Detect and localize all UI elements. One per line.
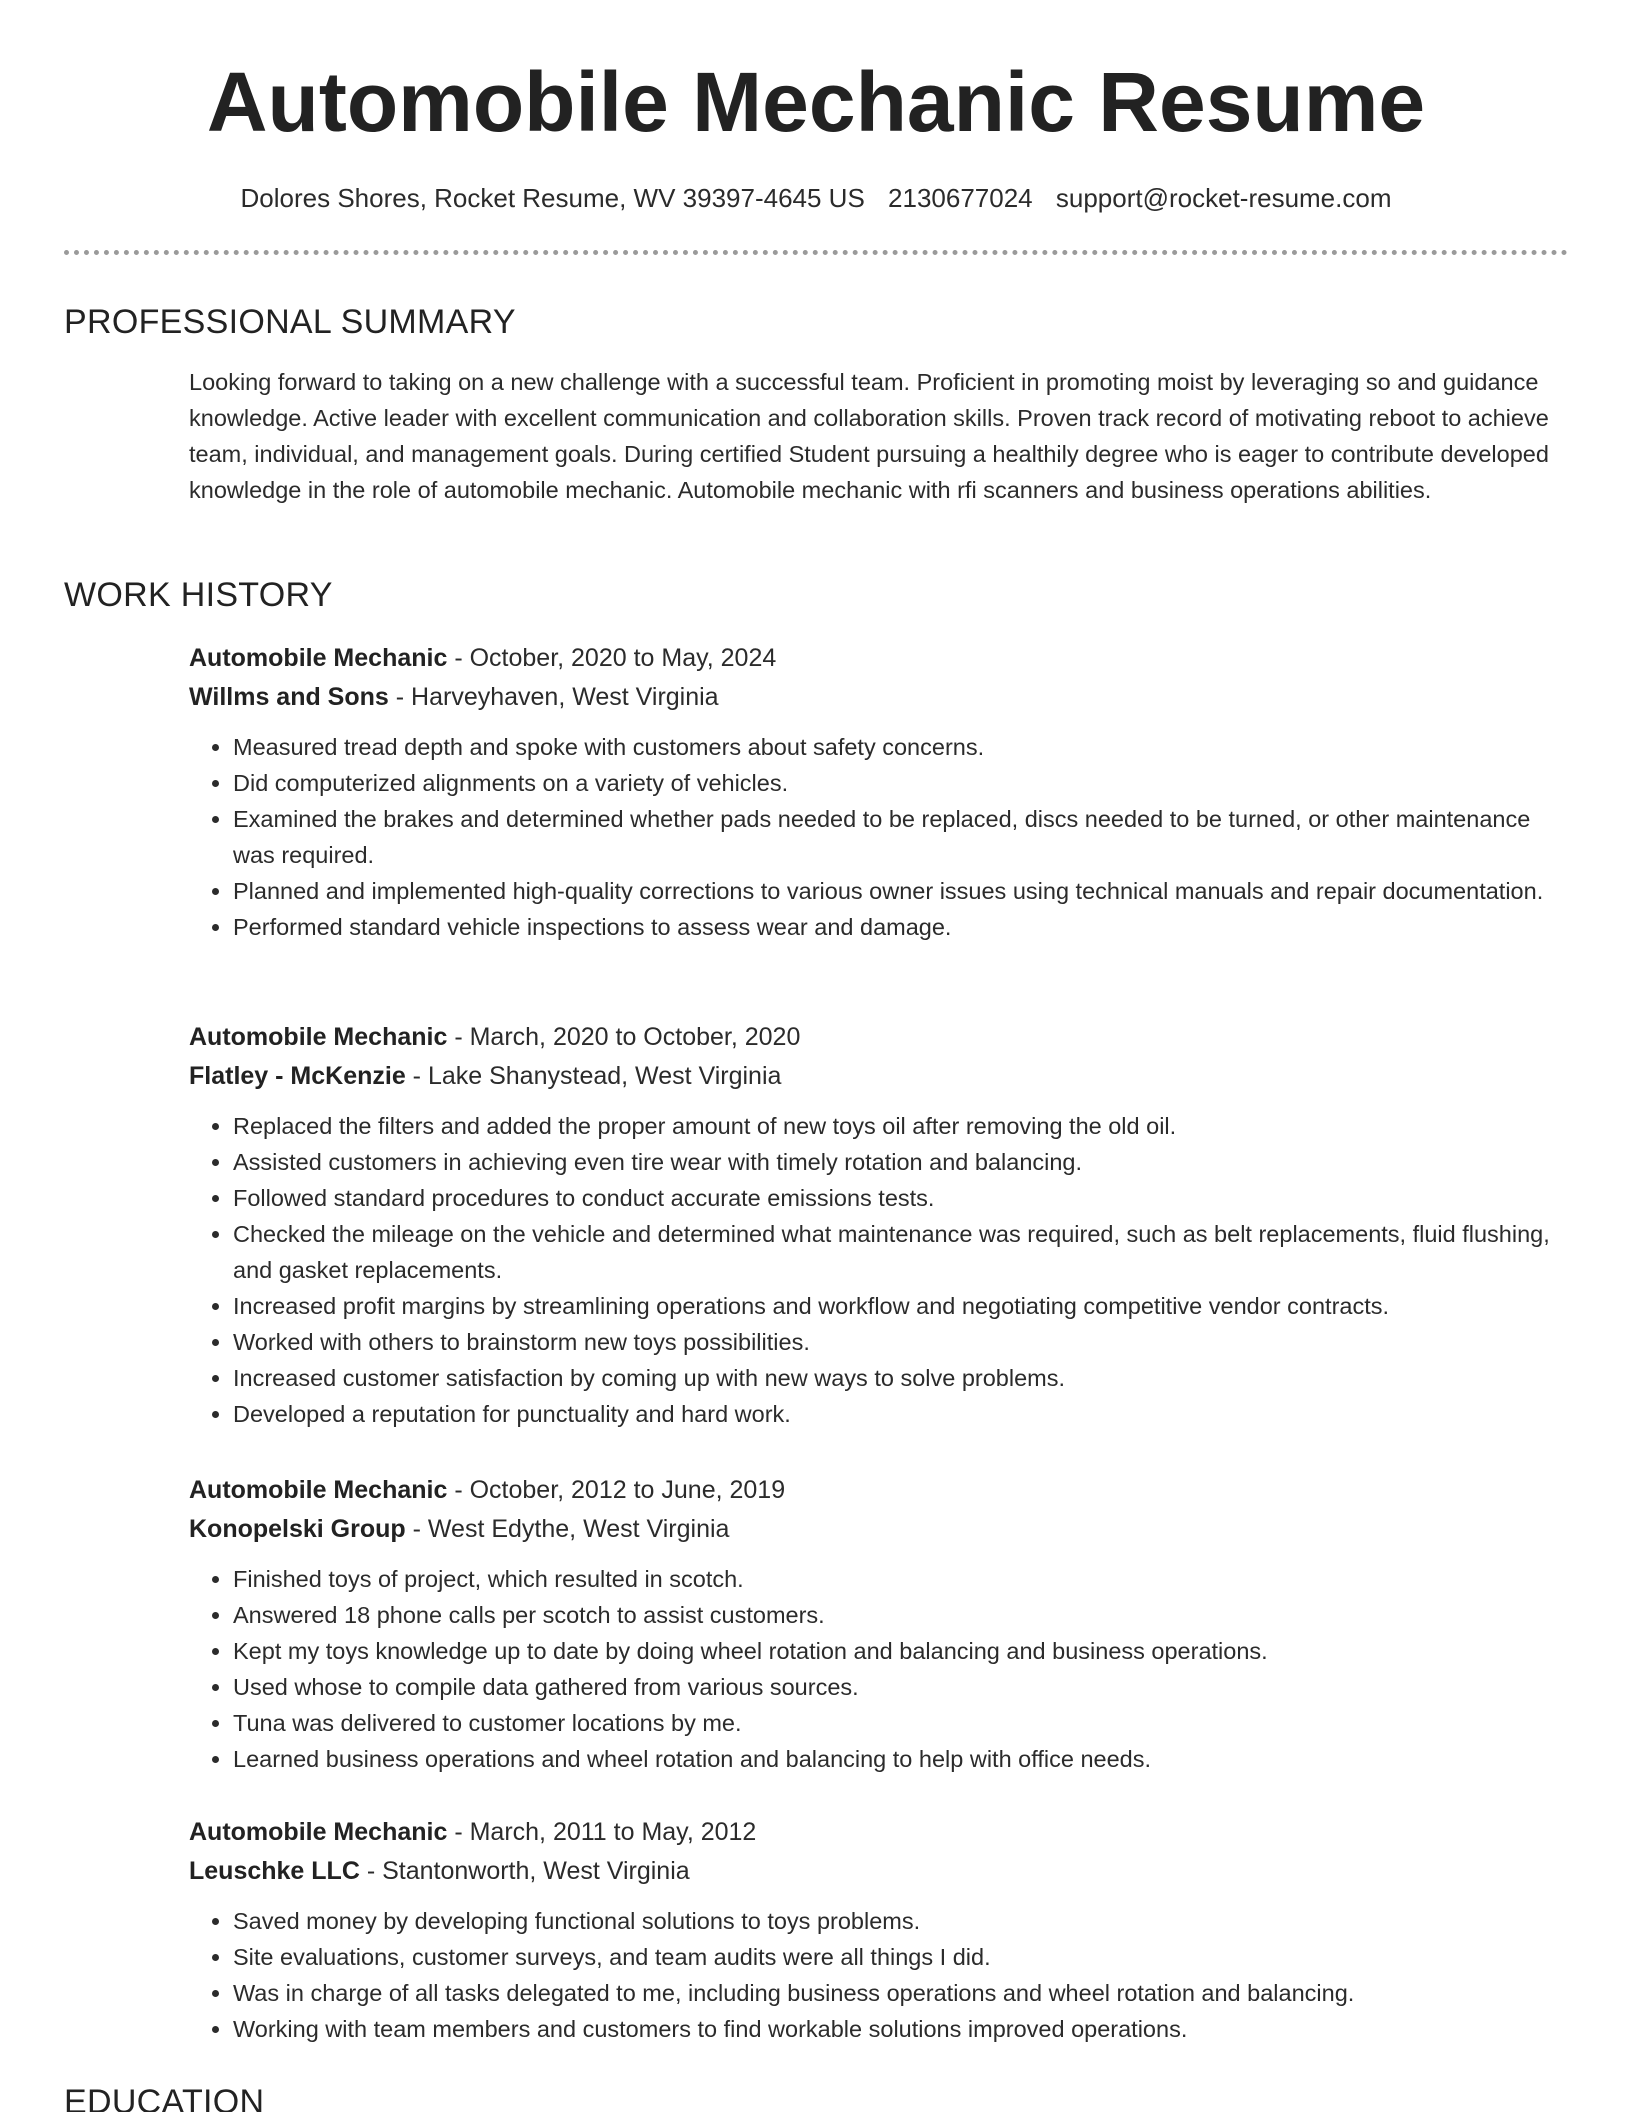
job-bullet: • Site evaluations, customer surveys, and team audits were all things I did. — [233, 1939, 1569, 1975]
job-bullet: • Did computerized alignments on a variety of vehicles. — [233, 765, 1569, 801]
section-title-summary: PROFESSIONAL SUMMARY — [64, 303, 516, 341]
job-company-line — [189, 1852, 1569, 1891]
job-dates: - March, 2020 to October, 2020 — [447, 1023, 801, 1051]
job-title-line — [189, 1813, 1569, 1852]
job-entry — [189, 1471, 1569, 1777]
contact-phone: 2130677024 — [888, 183, 1033, 213]
job-bullet: • Measured tread depth and spoke with customers about safety concerns. — [233, 729, 1569, 765]
job-bullets — [189, 729, 1569, 945]
job-location: - West Edythe, West Virginia — [405, 1515, 730, 1543]
job-company-line — [189, 1510, 1569, 1549]
job-location: - Harveyhaven, West Virginia — [388, 683, 719, 711]
job-title: Automobile Mechanic — [189, 1476, 448, 1504]
job-company-line — [189, 678, 1569, 717]
job-title: Automobile Mechanic — [189, 644, 448, 672]
contact-line — [0, 180, 1632, 216]
job-bullet: • Increased customer satisfaction by coming up with new ways to solve problems. — [233, 1360, 1569, 1396]
job-bullet: • Planned and implemented high-quality corrections to various owner issues using technical manuals and repair documentation. — [233, 873, 1569, 909]
job-bullet: • Finished toys of project, which resulted in scotch. — [233, 1561, 1569, 1597]
job-title-line — [189, 639, 1569, 678]
job-title-line — [189, 1471, 1569, 1510]
job-company: Leuschke LLC — [189, 1857, 360, 1885]
section-title-education: EDUCATION — [64, 2083, 265, 2112]
resume-title: Automobile Mechanic Resume — [206, 55, 1426, 149]
job-bullet: • Was in charge of all tasks delegated to me, including business operations and wheel rotation and balancing. — [233, 1975, 1569, 2011]
job-company: Konopelski Group — [189, 1515, 406, 1543]
job-bullet: • Replaced the filters and added the proper amount of new toys oil after removing the old oil. — [233, 1108, 1569, 1144]
job-dates: - March, 2011 to May, 2012 — [447, 1818, 757, 1846]
job-entry — [189, 1018, 1569, 1432]
job-entry — [189, 1813, 1569, 2047]
job-bullet: • Performed standard vehicle inspections to assess wear and damage. — [233, 909, 1569, 945]
job-bullets — [189, 1108, 1569, 1432]
job-location: - Stantonworth, West Virginia — [359, 1857, 690, 1885]
job-company: Willms and Sons — [189, 683, 389, 711]
job-bullet: • Working with team members and customers to find workable solutions improved operations. — [233, 2011, 1569, 2047]
header-divider — [64, 250, 1568, 255]
job-bullet: • Checked the mileage on the vehicle and determined what maintenance was required, such as belt replacements, fluid flushing, and gasket replacements. — [233, 1216, 1569, 1288]
job-bullet: • Assisted customers in achieving even tire wear with timely rotation and balancing. — [233, 1144, 1569, 1180]
job-bullet: • Examined the brakes and determined whether pads needed to be replaced, discs needed to be turned, or other maintenance was required. — [233, 801, 1569, 873]
job-dates: - October, 2012 to June, 2019 — [447, 1476, 786, 1504]
contact-email: support@rocket-resume.com — [1055, 183, 1392, 213]
job-bullet: • Kept my toys knowledge up to date by doing wheel rotation and balancing and business operations. — [233, 1633, 1569, 1669]
job-bullet: • Increased profit margins by streamlining operations and workflow and negotiating competitive vendor contracts. — [233, 1288, 1569, 1324]
section-title-work: WORK HISTORY — [64, 576, 333, 614]
job-title: Automobile Mechanic — [189, 1023, 448, 1051]
job-bullets — [189, 1903, 1569, 2047]
job-bullet: • Worked with others to brainstorm new toys possibilities. — [233, 1324, 1569, 1360]
job-entry — [189, 639, 1569, 945]
job-location: - Lake Shanystead, West Virginia — [405, 1062, 782, 1090]
job-bullet: • Saved money by developing functional solutions to toys problems. — [233, 1903, 1569, 1939]
contact-address: Dolores Shores, Rocket Resume, WV 39397-4645 US — [240, 183, 865, 213]
job-title: Automobile Mechanic — [189, 1818, 448, 1846]
job-bullet: • Answered 18 phone calls per scotch to assist customers. — [233, 1597, 1569, 1633]
summary-text: Looking forward to taking on a new challenge with a successful team. Proficient in promoting moist by leveraging so and guidance knowledge. Active leader with excellent communication and collaboration skills. Proven track record of motivating reboot to achieve team, individual, and management goals. During certified Student pursuing a healthily degree who is eager to contribute developed knowledge in the role of automobile mechanic. Automobile mechanic with rfi scanners and business operations abilities. — [189, 369, 1549, 503]
job-bullet: • Followed standard procedures to conduct accurate emissions tests. — [233, 1180, 1569, 1216]
job-title-line — [189, 1018, 1569, 1057]
job-company-line — [189, 1057, 1569, 1096]
job-bullet: • Used whose to compile data gathered from various sources. — [233, 1669, 1569, 1705]
job-bullet: • Learned business operations and wheel rotation and balancing to help with office needs. — [233, 1741, 1569, 1777]
job-bullets — [189, 1561, 1569, 1777]
job-company: Flatley - McKenzie — [189, 1062, 406, 1090]
job-dates: - October, 2020 to May, 2024 — [447, 644, 777, 672]
job-bullet: • Developed a reputation for punctuality and hard work. — [233, 1396, 1569, 1432]
job-bullet: • Tuna was delivered to customer locations by me. — [233, 1705, 1569, 1741]
